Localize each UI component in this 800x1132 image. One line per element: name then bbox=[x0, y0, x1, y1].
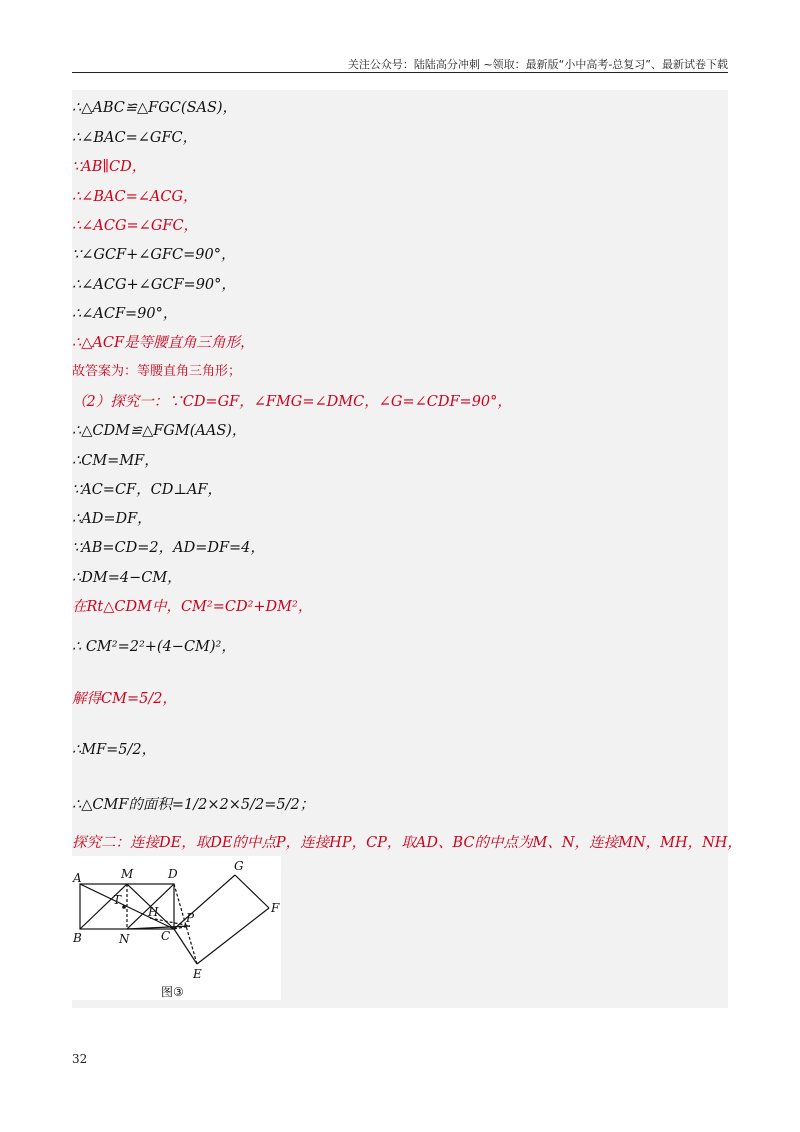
proof-line bbox=[72, 126, 197, 147]
line-21: ∴△CMF的面积=1/2×2×5/2=5/2； bbox=[72, 797, 315, 813]
proof-line bbox=[72, 738, 156, 759]
line-11: ∴△CDM≌△FGM(AAS)， bbox=[72, 423, 247, 439]
label-A: A bbox=[73, 871, 82, 885]
proof-line bbox=[72, 273, 236, 294]
label-N: N bbox=[119, 932, 130, 946]
line-6: ∴∠ACG+∠GCF=90°， bbox=[72, 277, 236, 293]
proof-line bbox=[72, 331, 255, 352]
geometry-figure bbox=[72, 856, 281, 1000]
proof-line bbox=[72, 214, 198, 235]
proof-line bbox=[72, 536, 265, 557]
proof-line bbox=[72, 507, 152, 528]
line-8: ∴△ACF是等腰直角三角形， bbox=[72, 335, 255, 351]
proof-line bbox=[72, 687, 177, 708]
line-15: ∵AB=CD=2，AD=DF=4， bbox=[72, 540, 265, 556]
line-13: ∵AC=CF，CD⊥AF， bbox=[72, 482, 222, 498]
line-7: ∴∠ACF=90°， bbox=[72, 306, 178, 322]
proof-line bbox=[72, 419, 246, 440]
label-M: M bbox=[121, 867, 134, 881]
label-F: F bbox=[271, 901, 280, 915]
line-19: 解得CM=5/2， bbox=[72, 691, 177, 707]
figure-drawing bbox=[72, 856, 281, 1000]
proof-line bbox=[72, 185, 198, 206]
line-14: ∴AD=DF， bbox=[72, 511, 152, 527]
line-17: 在Rt△CDM中，CM²=CD²+DM²， bbox=[72, 599, 313, 615]
line-3: ∴∠BAC=∠ACG， bbox=[72, 189, 198, 205]
line-5: ∵∠GCF+∠GFC=90°， bbox=[72, 247, 236, 263]
label-G: G bbox=[234, 859, 244, 873]
label-B: B bbox=[73, 931, 82, 945]
label-T: T bbox=[113, 893, 122, 907]
proof-line bbox=[72, 635, 236, 656]
label-H: H bbox=[148, 905, 159, 919]
page-number: 32 bbox=[72, 1052, 88, 1066]
line-1: ∴∠BAC=∠GFC， bbox=[72, 130, 198, 146]
proof-line bbox=[72, 390, 512, 411]
label-C: C bbox=[161, 929, 171, 943]
label-E: E bbox=[193, 967, 202, 981]
proof-line bbox=[72, 793, 314, 814]
line-16: ∴DM=4−CM， bbox=[72, 570, 182, 586]
label-P: P bbox=[186, 911, 195, 925]
page-header: 关注公众号：陆陆高分冲刺 ~领取：最新版“小中高考-总复习”、最新试卷下载 bbox=[347, 58, 728, 71]
proof-line bbox=[72, 595, 312, 616]
header-rule bbox=[72, 72, 728, 73]
solution-content bbox=[72, 90, 742, 1008]
figure-caption: 图③ bbox=[161, 985, 184, 999]
line-9: 故答案为：等腰直角三角形； bbox=[72, 364, 242, 379]
proof-line bbox=[72, 155, 146, 176]
proof-line bbox=[72, 302, 177, 323]
proof-line bbox=[72, 478, 222, 499]
proof-line bbox=[72, 449, 159, 470]
line-20: ∴MF=5/2， bbox=[72, 742, 157, 758]
line-18: ∴ CM²=2²+(4−CM)²， bbox=[72, 639, 236, 655]
line-22: 探究二：连接DE，取DE的中点P，连接HP，CP，取AD、BC的中点为M、N，连接MN，MH，NH， bbox=[72, 835, 742, 851]
proof-line bbox=[72, 96, 237, 117]
proof-line bbox=[72, 243, 236, 264]
line-2: ∵AB∥CD， bbox=[72, 159, 147, 175]
proof-line bbox=[72, 360, 241, 379]
line-12: ∴CM=MF， bbox=[72, 453, 159, 469]
label-D: D bbox=[168, 867, 178, 881]
proof-line bbox=[72, 831, 742, 852]
line-4: ∴∠ACG=∠GFC， bbox=[72, 218, 199, 234]
proof-line bbox=[72, 566, 182, 587]
line-10: （2）探究一：∵CD=GF，∠FMG=∠DMC，∠G=∠CDF=90°， bbox=[72, 394, 512, 410]
line-0: ∴△ABC≌△FGC(SAS)， bbox=[72, 100, 238, 116]
